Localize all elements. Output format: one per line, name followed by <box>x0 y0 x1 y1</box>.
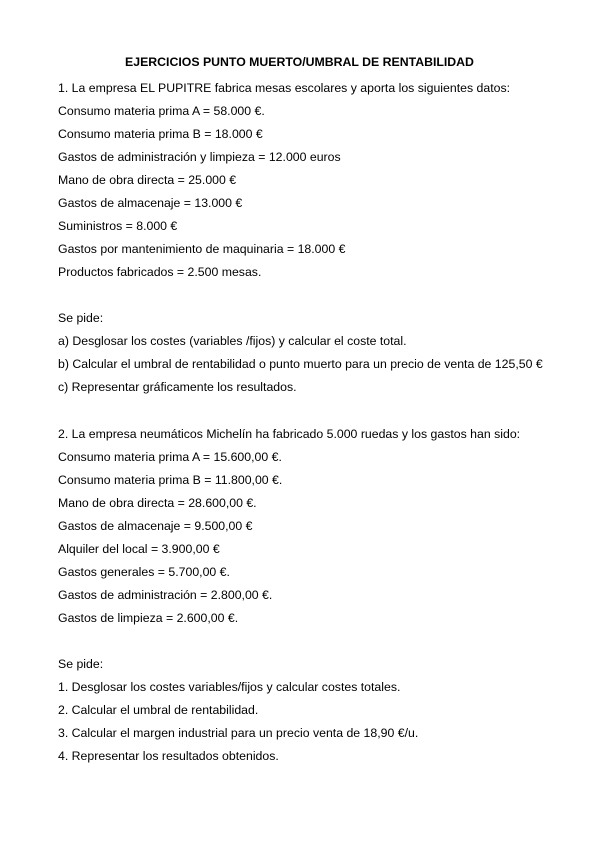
exercise-1-data-item: Productos fabricados = 2.500 mesas. <box>58 265 262 279</box>
exercise-1-question: a) Desglosar los costes (variables /fijos) y calcular el coste total. <box>58 334 407 348</box>
exercise-1-se-pide: Se pide: <box>58 311 104 325</box>
exercise-2-data-item: Mano de obra directa = 28.600,00 €. <box>58 496 257 510</box>
exercise-1 <box>58 81 578 403</box>
exercise-1-data-item: Gastos por mantenimiento de maquinaria = 18.000 € <box>58 242 346 256</box>
spacer <box>58 634 578 657</box>
exercise-1-data-item: Gastos de administración y limpieza = 12.000 euros <box>58 150 341 164</box>
exercise-2-question: 2. Calcular el umbral de rentabilidad. <box>58 703 259 717</box>
exercise-2-data-item: Gastos de almacenaje = 9.500,00 € <box>58 519 253 533</box>
exercise-2-data-item: Gastos de limpieza = 2.600,00 €. <box>58 611 239 625</box>
exercise-2-data-item: Alquiler del local = 3.900,00 € <box>58 542 220 556</box>
exercise-2-data-item: Gastos generales = 5.700,00 €. <box>58 565 230 579</box>
exercise-1-data-item: Suministros = 8.000 € <box>58 219 178 233</box>
exercise-1-data-item: Mano de obra directa = 25.000 € <box>58 173 237 187</box>
exercise-2-question: 1. Desglosar los costes variables/fijos y calcular costes totales. <box>58 680 401 694</box>
exercise-1-data-item: Consumo materia prima A = 58.000 €. <box>58 104 265 118</box>
exercise-2-data-item: Consumo materia prima B = 11.800,00 €. <box>58 473 283 487</box>
exercise-2-data-item: Consumo materia prima A = 15.600,00 €. <box>58 450 282 464</box>
exercise-1-question: c) Representar gráficamente los resultados. <box>58 380 297 394</box>
exercise-2-question: 4. Representar los resultados obtenidos. <box>58 749 279 763</box>
document-title: EJERCICIOS PUNTO MUERTO/UMBRAL DE RENTABILIDAD <box>125 55 474 69</box>
exercise-1-data-item: Gastos de almacenaje = 13.000 € <box>58 196 243 210</box>
exercise-1-intro: 1. La empresa EL PUPITRE fabrica mesas escolares y aporta los siguientes datos: <box>58 81 511 95</box>
exercise-2 <box>58 427 578 772</box>
exercise-2-question: 3. Calcular el margen industrial para un precio venta de 18,90 €/u. <box>58 726 419 740</box>
exercise-1-data-item: Consumo materia prima B = 18.000 € <box>58 127 263 141</box>
exercise-1-question: b) Calcular el umbral de rentabilidad o punto muerto para un precio de venta de 125,50 € <box>58 357 543 371</box>
exercise-2-data-item: Gastos de administración = 2.800,00 €. <box>58 588 273 602</box>
exercise-2-se-pide: Se pide: <box>58 657 104 671</box>
exercise-2-intro: 2. La empresa neumáticos Michelín ha fabricado 5.000 ruedas y los gastos han sido: <box>58 427 521 441</box>
spacer <box>58 288 578 311</box>
